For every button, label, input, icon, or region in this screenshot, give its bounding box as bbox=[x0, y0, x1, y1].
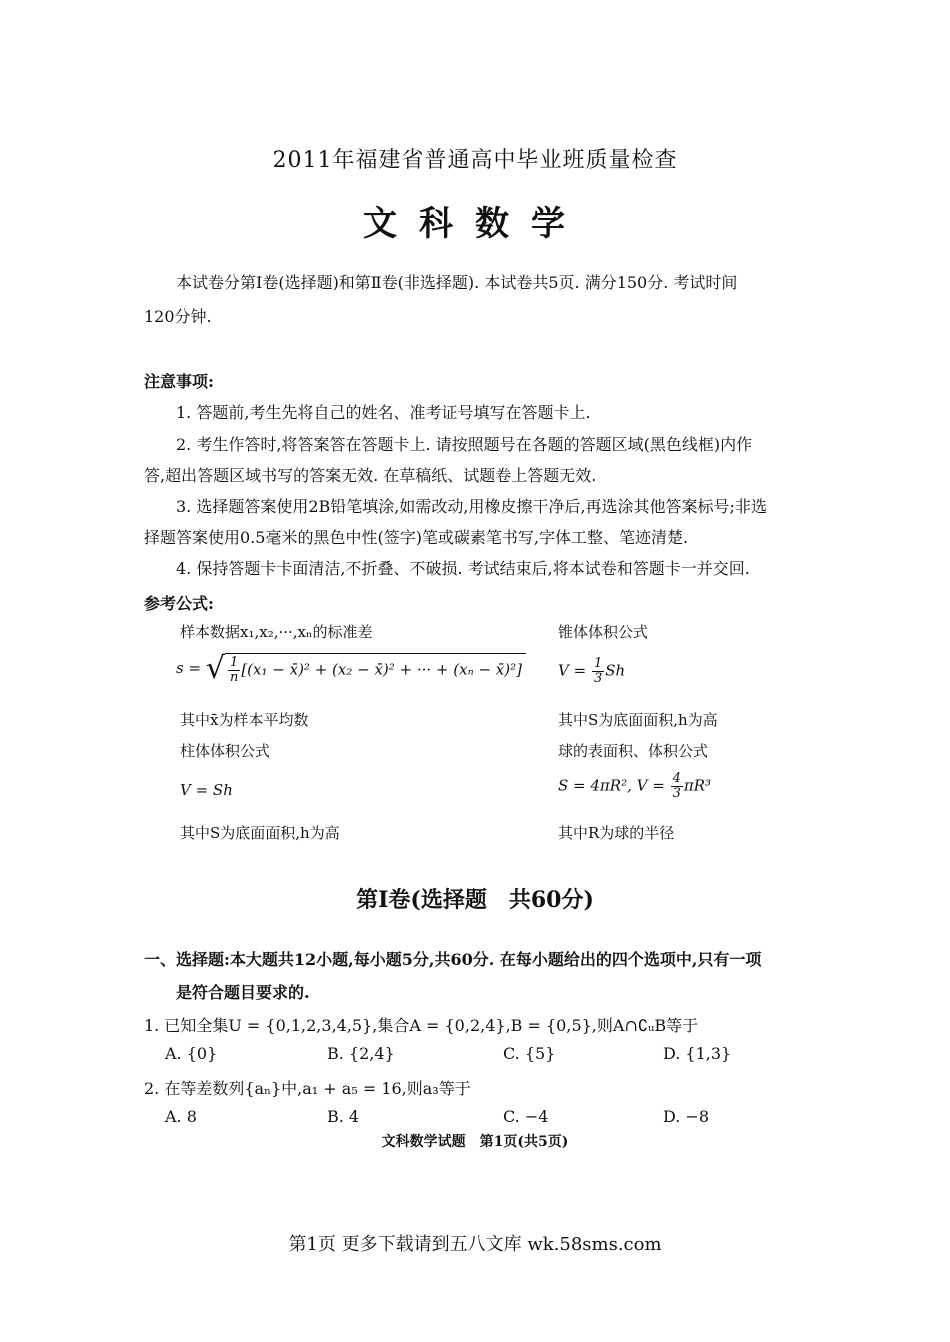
sphere-denominator: 3 bbox=[672, 786, 681, 801]
part-1-title: 第Ⅰ卷(选择题 共60分) bbox=[356, 887, 594, 913]
question-2-option-d: D. −8 bbox=[663, 1107, 710, 1126]
prism-formula: V = Sh bbox=[180, 781, 233, 799]
exam-title: 2011年福建省普通高中毕业班质量检查 bbox=[272, 148, 678, 173]
note-3a: 3. 选择题答案使用2B铅笔填涂,如需改动,用橡皮擦干净后,再选涂其他答案标号;非选 bbox=[176, 497, 767, 516]
stddev-body: [(x₁ − x̄)² + (x₂ − x̄)² + ··· + (xₙ − x̄)²] bbox=[241, 660, 522, 679]
question-1-option-c: C. {5} bbox=[503, 1044, 556, 1063]
stddev-lhs: s = bbox=[176, 659, 202, 677]
stddev-formula bbox=[176, 653, 526, 685]
mean-note: 其中x̄为样本平均数 bbox=[180, 711, 309, 729]
cone-denominator: 3 bbox=[593, 671, 603, 686]
section-instructions-2: 是符合题目要求的. bbox=[176, 983, 310, 1002]
note-3b: 择题答案使用0.5毫米的黑色中性(签字)笔或碳素笔书写,字体工整、笔迹清楚. bbox=[144, 528, 689, 547]
sphere-lhs: S = 4πR², V = bbox=[558, 776, 665, 795]
cone-rhs: Sh bbox=[605, 661, 626, 680]
question-1-option-a: A. {0} bbox=[165, 1044, 218, 1063]
question-2-option-c: C. −4 bbox=[503, 1107, 549, 1126]
stddev-numerator: 1 bbox=[228, 656, 240, 671]
cone-label: 锥体体积公式 bbox=[558, 623, 649, 641]
question-1-stem: 1. 已知全集U = {0,1,2,3,4,5},集合A = {0,2,4},B = {0,5},则A∩∁ᵤB等于 bbox=[144, 1016, 699, 1035]
note-4: 4. 保持答题卡卡面清洁,不折叠、不破损. 考试结束后,将本试卷和答题卡一并交回. bbox=[176, 559, 750, 578]
formulas-heading: 参考公式: bbox=[144, 594, 214, 613]
sqrt-body bbox=[225, 653, 526, 685]
question-1-option-d: D. {1,3} bbox=[663, 1044, 732, 1063]
download-footer: 第1页 更多下载请到五八文库 wk.58sms.com bbox=[288, 1234, 662, 1255]
page-footer: 文科数学试题 第1页(共5页) bbox=[381, 1134, 569, 1150]
sphere-label: 球的表面积、体积公式 bbox=[558, 742, 709, 760]
question-2-option-b: B. 4 bbox=[327, 1107, 360, 1126]
sphere-note: 其中R为球的半径 bbox=[558, 824, 675, 842]
note-2b: 答,超出答题区域书写的答案无效. 在草稿纸、试题卷上答题无效. bbox=[144, 466, 597, 485]
note-2a: 2. 考生作答时,将答案答在答题卡上. 请按照题号在各题的答题区域(黑色线框)内作 bbox=[176, 435, 753, 454]
intro-line-2: 120分钟. bbox=[144, 307, 212, 326]
note-1: 1. 答题前,考生先将自己的姓名、准考证号填写在答题卡上. bbox=[176, 403, 591, 422]
stddev-label: 样本数据x₁,x₂,···,xₙ的标准差 bbox=[180, 623, 373, 641]
prism-label: 柱体体积公式 bbox=[180, 742, 271, 760]
intro-line-1: 本试卷分第Ⅰ卷(选择题)和第Ⅱ卷(非选择题). 本试卷共5页. 满分150分. 考试时间 bbox=[176, 273, 738, 292]
question-2-option-a: A. 8 bbox=[165, 1107, 197, 1126]
section-instructions-1: 一、选择题:本大题共12小题,每小题5分,共60分. 在每小题给出的四个选项中,只有一项 bbox=[144, 950, 762, 969]
cone-lhs: V = bbox=[558, 661, 587, 680]
sphere-formula bbox=[558, 772, 711, 801]
sqrt-sign-icon: √ bbox=[205, 651, 225, 686]
subject-title: 文科数学 bbox=[363, 204, 587, 244]
notes-heading: 注意事项: bbox=[144, 372, 214, 391]
stddev-fraction bbox=[228, 656, 240, 685]
cone-numerator: 1 bbox=[593, 656, 603, 671]
sqrt-expression bbox=[206, 653, 526, 685]
question-2-stem: 2. 在等差数列{aₙ}中,a₁ + a₅ = 16,则a₃等于 bbox=[144, 1079, 471, 1098]
cone-note: 其中S为底面面积,h为高 bbox=[558, 711, 718, 729]
stddev-denominator: n bbox=[229, 670, 239, 685]
cone-fraction bbox=[592, 657, 604, 686]
question-1-option-b: B. {2,4} bbox=[327, 1044, 395, 1063]
prism-note: 其中S为底面面积,h为高 bbox=[180, 824, 340, 842]
sphere-fraction bbox=[671, 772, 683, 801]
cone-formula bbox=[558, 657, 625, 686]
sphere-numerator: 4 bbox=[672, 771, 681, 786]
sphere-rhs: πR³ bbox=[683, 776, 712, 795]
